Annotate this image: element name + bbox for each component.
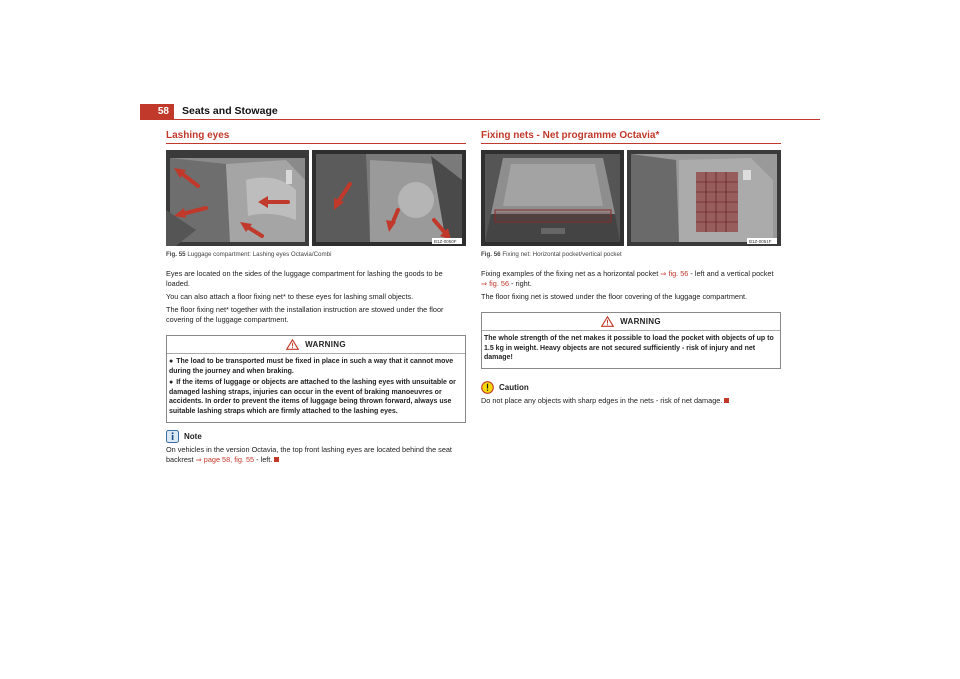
paragraph-part: Fixing examples of the fixing net as a horizontal pocket — [481, 269, 659, 278]
note-title: Note — [184, 431, 202, 441]
figure-code: B1Z-0050F — [434, 239, 457, 244]
arrow-icon: ⇒ — [195, 454, 202, 464]
luggage-lashing-photo — [166, 150, 466, 246]
figure-label: Fig. 56 — [481, 251, 501, 258]
page-58-fig-55-link[interactable]: page 58, fig. 55 — [203, 454, 255, 464]
note-text-part: On vehicles in the version Octavia, the top front lashing eyes are located behind the seat backrest — [166, 444, 452, 464]
bullet-icon: ● — [169, 358, 174, 365]
warning-header — [482, 313, 780, 331]
caution-text-part: Do not place any objects with sharp edges in the nets - risk of net damage. — [481, 395, 723, 405]
figure-code: B1Z-0051F — [749, 239, 772, 244]
warning-triangle-icon — [601, 316, 614, 327]
fixing-net-photo — [481, 150, 781, 246]
paragraph-part: - right. — [511, 279, 532, 288]
warning-header — [167, 336, 465, 354]
info-note-icon — [166, 430, 179, 443]
warning-text: The whole strength of the net makes it possible to load the pocket with objects of up to 1.5 kg in weight. Heavy objects are not secured sufficiently - risk of injury and net damage! — [484, 335, 774, 362]
arrow-icon: ⇒ — [660, 269, 667, 278]
note-text-part: - left. — [256, 454, 273, 464]
paragraph: The floor fixing net* together with the installation instruction are stowed under the floor covering of the luggage compartment. — [166, 305, 444, 324]
paragraph: You can also attach a floor fixing net* to these eyes for lashing small objects. — [166, 292, 414, 301]
paragraph — [481, 269, 781, 289]
paragraph: The floor fixing net is stowed under the floor covering of the luggage compartment. — [481, 292, 748, 301]
warning-title: WARNING — [620, 317, 661, 326]
paragraph-part: - left and a vertical pocket — [690, 269, 774, 278]
fig-56-link[interactable]: fig. 56 — [489, 279, 510, 288]
figure-55 — [166, 150, 466, 246]
note-text — [166, 445, 466, 465]
arrow-icon: ⇒ — [481, 279, 488, 288]
figure-label: Fig. 55 — [166, 251, 186, 258]
page-number: 58 — [140, 104, 174, 120]
caution-header — [481, 381, 781, 394]
caution-title: Caution — [499, 382, 529, 392]
figure-caption — [481, 251, 781, 258]
fig-56-link[interactable]: fig. 56 — [668, 269, 689, 278]
warning-triangle-icon — [286, 339, 299, 350]
left-column — [166, 130, 466, 468]
warning-item — [169, 378, 463, 416]
end-mark-icon — [274, 457, 279, 462]
section-heading-lashing-eyes: Lashing eyes — [166, 130, 466, 144]
right-column — [481, 130, 781, 409]
warning-item-text: If the items of luggage or objects are attached to the lashing eyes with unsuitable or damaged lashing straps, injuries can occur in the event of braking manoeuvres or accidents. In order to prevent the items of luggage being thrown forward, always use suitable lashing straps which are firmly attached to the lashing eyes. — [169, 379, 456, 415]
warning-item-text: The load to be transported must be fixed in place in such a way that it cannot move during the journey and when braking. — [169, 358, 454, 375]
section-heading-fixing-nets: Fixing nets - Net programme Octavia* — [481, 130, 781, 144]
paragraph: Eyes are located on the sides of the luggage compartment for lashing the goods to be loaded. — [166, 269, 443, 288]
warning-item — [169, 357, 463, 376]
figure-56 — [481, 150, 781, 246]
caution-text — [481, 396, 781, 406]
bullet-icon: ● — [169, 379, 174, 387]
end-mark-icon — [724, 398, 729, 403]
page-title: Seats and Stowage — [182, 105, 278, 117]
header-rule — [174, 119, 820, 120]
figure-caption-text: Luggage compartment: Lashing eyes Octavia/Combi — [187, 251, 332, 258]
page-header — [140, 104, 820, 122]
figure-caption — [166, 251, 466, 258]
note-header — [166, 430, 466, 443]
warning-box — [481, 312, 781, 369]
figure-caption-text: Fixing net: Horizontal pocket/vertical pocket — [502, 251, 622, 258]
caution-exclamation-icon — [481, 381, 494, 394]
warning-box — [166, 335, 466, 423]
warning-title: WARNING — [305, 340, 346, 349]
